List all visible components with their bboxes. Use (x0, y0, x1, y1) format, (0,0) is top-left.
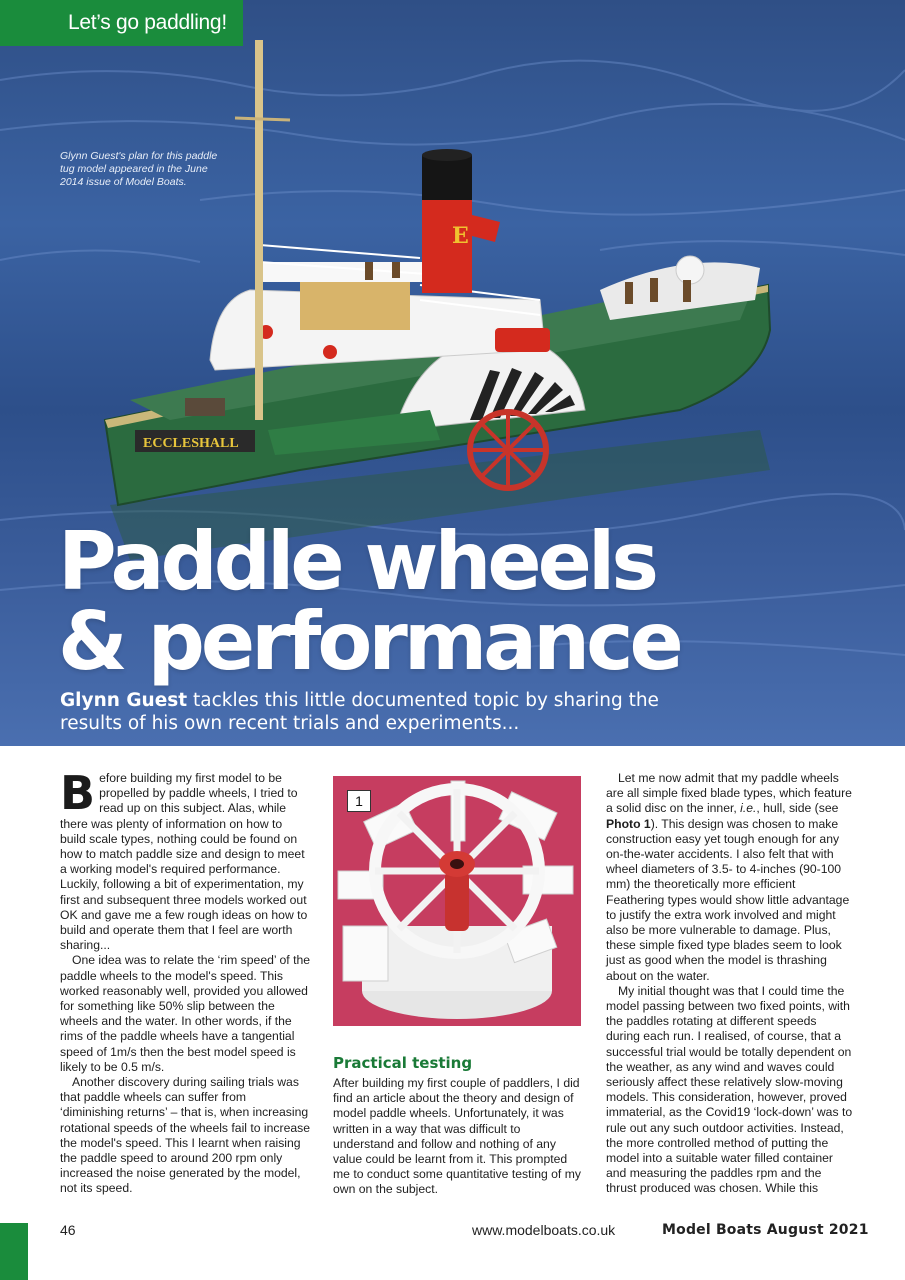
author-name: Glynn Guest (60, 690, 188, 711)
footer-accent-bar (0, 1223, 28, 1280)
paragraph: Before building my first model to be propelled by paddle wheels, I tried to read up on this subject. Alas, while there was plenty of information on how to build scale types, nothing could be found on how to match paddle size and design to meet a working model's required performance. Luckily, following a bit of experimentation, my first and subsequent three models worked out OK and gave me a few rough ideas on how to build and operate them that I feel are worth sharing... (60, 766, 308, 953)
article-title (58, 515, 680, 688)
photo-reference: Photo 1 (606, 816, 651, 831)
photo-caption: Glynn Guest's plan for this paddle tug model appeared in the June 2014 issue of Model Boats. (60, 150, 218, 188)
boat-name: ECCLESHALL (143, 436, 239, 451)
website-url[interactable]: www.modelboats.co.uk (472, 1222, 616, 1238)
paragraph: Another discovery during sailing trials was that paddle wheels can suffer from ‘diminishing returns’ – that is, when increasing rotational speeds of the wheels fail to increase the model's speed. This I learnt when raising the paddle speed to around 200 rpm only increased the noise generated by the model, not its speed. (60, 1075, 310, 1196)
section-tag: Let’s go paddling! (0, 0, 243, 46)
page-number: 46 (60, 1222, 76, 1238)
title-line-2: & performance (58, 595, 680, 688)
body-column-3 (606, 771, 853, 1197)
paragraph: One idea was to relate the ‘rim speed’ of the paddle wheels to the model's speed. This worked reasonably well, provided you allowed for something like 50% slip between the wheels and the water. In other words, if the rims of the paddle wheels have a tangential speed of 1m/s then the best model speed is likely to be 0.5 m/s. (60, 953, 311, 1074)
title-line-1: Paddle wheels (58, 515, 655, 608)
photo-1-paddle-wheel (333, 776, 581, 1026)
paragraph: After building my first couple of paddlers, I did find an article about the theory and design of model paddle wheels. Unfortunately, it was written in a way that was difficult to understand and follow and nothing of any value could be learnt from it. This prompted me to conduct some quantitative testing of my own on the subject. (333, 1076, 581, 1197)
mast (255, 40, 263, 420)
paragraph: My initial thought was that I could time the model passing between two fixed points, with the paddles rotating at different speeds during each run. I realised, of course, that a successful trial would be totally dependent on the weather, as any wind and waves could seriously affect these relatively slow-moving models. This consideration, however, proved immaterial, as the Covid19 ‘lock-down’ was to rule out any such outdoor activities. Instead, the more controlled method of putting the model into a suitable water filled container and measuring the paddles rpm and the thrust produced was chosen. While this (606, 983, 853, 1196)
standfirst (60, 689, 680, 735)
paddle-wheel-photo (333, 776, 581, 1026)
paragraph: Let me now admit that my paddle wheels are all simple fixed blade types, which feature a solid disc on the inner, i.e., hull, side (see Photo 1). This design was chosen to make construction easy yet tough enough for any on-the-water accidents. I also felt that with wheel diameters of 3.5- to 4-inches (90-100 mm) the theoretically more efficient Feathering types would show little advantage to justify the extra work involved and might also be more vulnerable to damage. Plus, these simple fixed type blades seem to look just as good when the model is thrashing about on the water. (606, 771, 852, 983)
body-column-1 (60, 766, 311, 1197)
photo-number-badge: 1 (347, 790, 371, 812)
standfirst-text: tackles this little documented topic by sharing the results of his own recent trials and experiments... (60, 690, 659, 734)
flag (472, 215, 500, 242)
subheading: Practical testing (333, 1054, 473, 1072)
drop-cap: B (60, 766, 96, 820)
funnel-letter: E (452, 223, 469, 249)
body-column-2 (333, 1054, 581, 1198)
magazine-issue: Model Boats August 2021 (662, 1222, 869, 1238)
